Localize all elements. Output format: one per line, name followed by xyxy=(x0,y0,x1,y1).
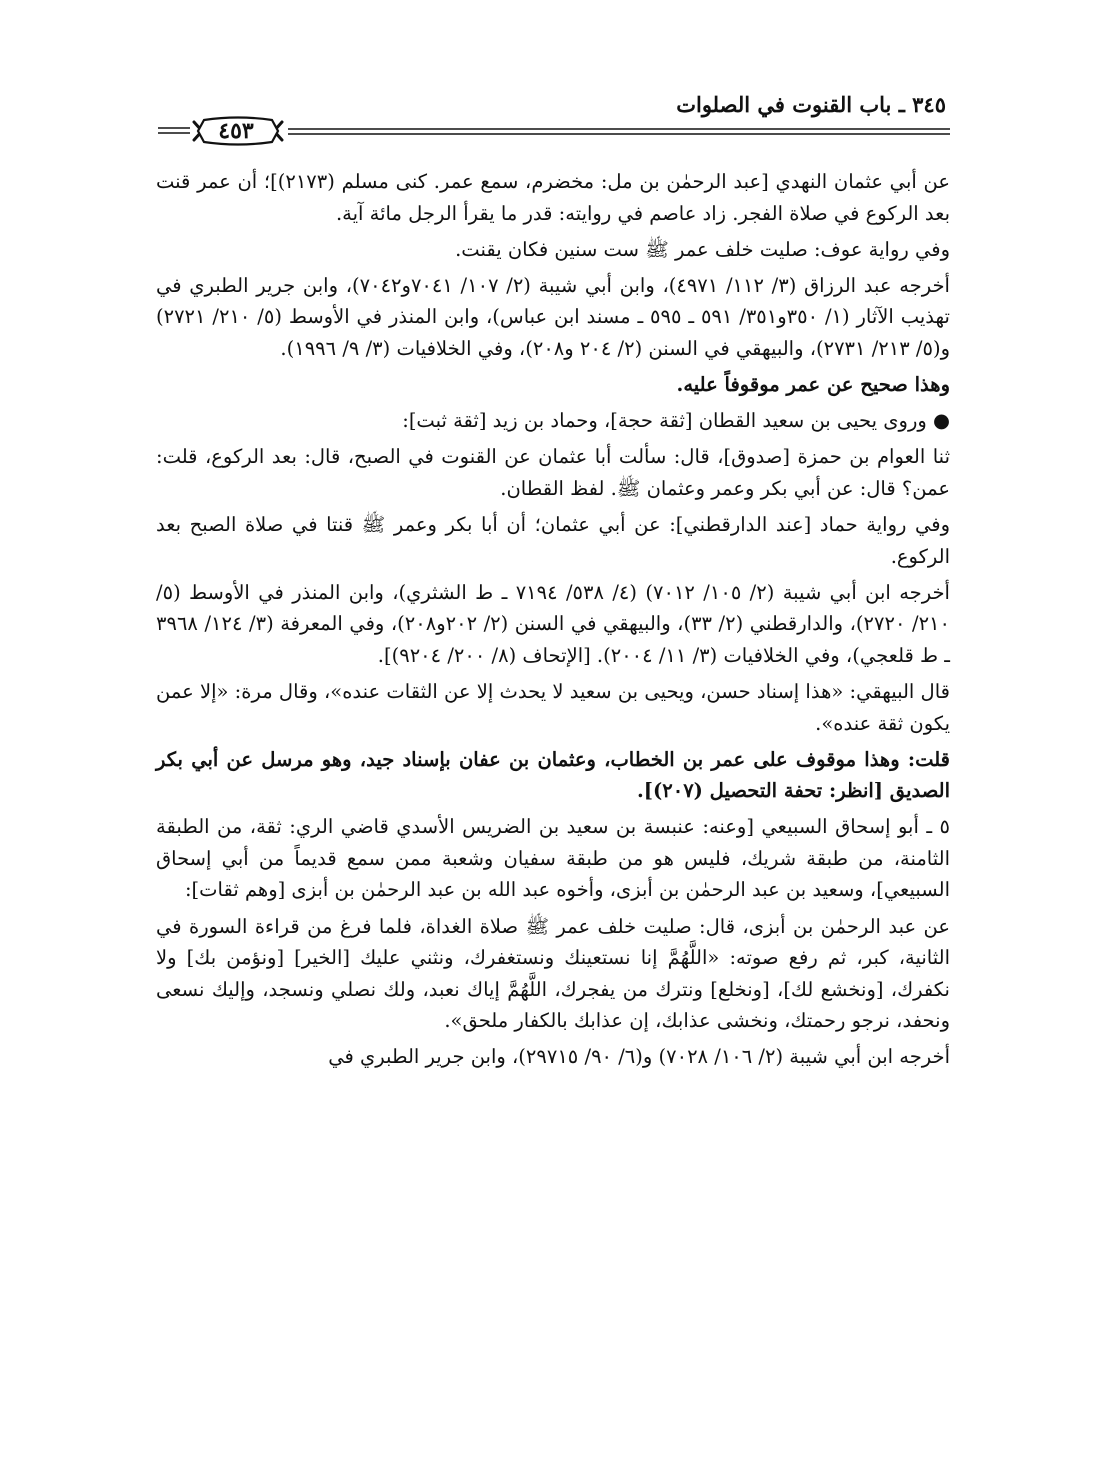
paragraph: عن أبي عثمان النهدي [عبد الرحمٰن بن مل: مخضرم، سمع عمر. كنى مسلم (٢١٧٣)]؛ أن عمر قنت بعد الركوع في صلاة الفجر. زاد عاصم في روايته: قدر ما يقرأ الرجل مائة آية. xyxy=(156,170,950,225)
paragraph-bold: قلت: وهذا موقوف على عمر بن الخطاب، وعثمان بن عفان بإسناد جيد، وهو مرسل عن أبي بكر الصديق [انظر: تحفة التحصيل (٢٠٧)]. xyxy=(156,747,950,803)
paragraph: قال البيهقي: «هذا إسناد حسن، ويحيى بن سعيد لا يحدث إلا عن الثقات عنده»، وقال مرة: «إلا عمن يكون ثقة عنده». xyxy=(156,679,950,735)
paragraph: وفي رواية حماد [عند الدارقطني]: عن أبي عثمان؛ أن أبا بكر وعمر ﷺ قنتا في صلاة الصبح بعد الركوع. xyxy=(156,512,950,568)
paragraph: ● وروى يحيى بن سعيد القطان [ثقة حجة]، وحماد بن زيد [ثقة ثبت]: xyxy=(402,409,950,433)
paragraph: ٥ ـ أبو إسحاق السبيعي [وعنه: عنبسة بن سعيد بن الضريس الأسدي قاضي الري: ثقة، من الطبقة الثامنة، من طبقة شريك، فليس هو من طبقة سفيان وشعبة ممن سمع قديماً من أبي إسحاق السبيعي]، وسعيد بن عبد الرحمٰن بن أبزى، وأخوه عبد الله بن عبد الرحمٰن بن أبزى [وهم ثقات]: xyxy=(156,815,950,902)
main-text xyxy=(156,166,950,1078)
paragraph: أخرجه ابن أبي شيبة (٢/ ١٠٦/ ٧٠٢٨) و(٦/ ٩٠/ ٢٩٧١٥)، وابن جرير الطبري في xyxy=(328,1045,950,1069)
paragraph: أخرجه عبد الرزاق (٣/ ١١٢/ ٤٩٧١)، وابن أبي شيبة (٢/ ١٠٧/ ٧٠٤١و٧٠٤٢)، وابن جرير الطبري في تهذيب الآثار (١/ ٣٥٠و٣٥١/ ٥٩١ ـ ٥٩٥ ـ مسند ابن عباس)، وابن المنذر في الأوسط (٥/ ٢١٠/ ٢٧٢١) و(٥/ ٢١٣/ ٢٧٣١)، والبيهقي في السنن (٢/ ٢٠٤ و٢٠٨)، وفي الخلافيات (٣/ ٩/ ١٩٩٦). xyxy=(156,273,950,360)
paragraph: عن عبد الرحمٰن بن أبزى، قال: صليت خلف عمر ﷺ صلاة الغداة، فلما فرغ من قراءة السورة في الثانية، كبر، ثم رفع صوته: «اللَّهُمَّ إنا نستعينك ونستغفرك، ونثني عليك [الخير] [ونؤمن بك] ولا نكفرك، [ونخشع لك]، [ونخلع] ونترك من يفجرك، اللَّهُمَّ إياك نعبد، ولك نصلي ونسجد، وإليك نسعى ونحفد، نرجو رحمتك، ونخشى عذابك، إن عذابك بالكفار ملحق». xyxy=(156,914,950,1033)
paragraph: أخرجه ابن أبي شيبة (٢/ ١٠٥/ ٧٠١٢) (٤/ ٥٣٨/ ٧١٩٤ ـ ط الشثري)، وابن المنذر في الأوسط (٥/ ٢١٠/ ٢٧٢٠)، والدارقطني (٢/ ٣٣)، والبيهقي في السنن (٢/ ٢٠٢و٢٠٨)، وفي المعرفة (٣/ ١٢٤/ ٣٩٦٨ ـ ط قلعجي)، وفي الخلافيات (٣/ ١١/ ٢٠٠٤). [الإتحاف (٨/ ٢٠٠/ ٩٢٠٤)]. xyxy=(156,580,950,667)
chapter-title: ٣٤٥ ـ باب القنوت في الصلوات xyxy=(676,92,946,117)
paragraph: وفي رواية عوف: صليت خلف عمر ﷺ ست سنين فكان يقنت. xyxy=(455,237,950,261)
paragraph-bold: وهذا صحيح عن عمر موقوفاً عليه. xyxy=(676,373,950,397)
paragraph: ثنا العوام بن حمزة [صدوق]، قال: سألت أبا عثمان عن القنوت في الصبح، قال: بعد الركوع، قلت: عمن؟ قال: عن أبي بكر وعمر وعثمان ﷺ. لفظ القطان. xyxy=(156,445,950,500)
page-number: ٤٥٣ xyxy=(218,118,254,144)
